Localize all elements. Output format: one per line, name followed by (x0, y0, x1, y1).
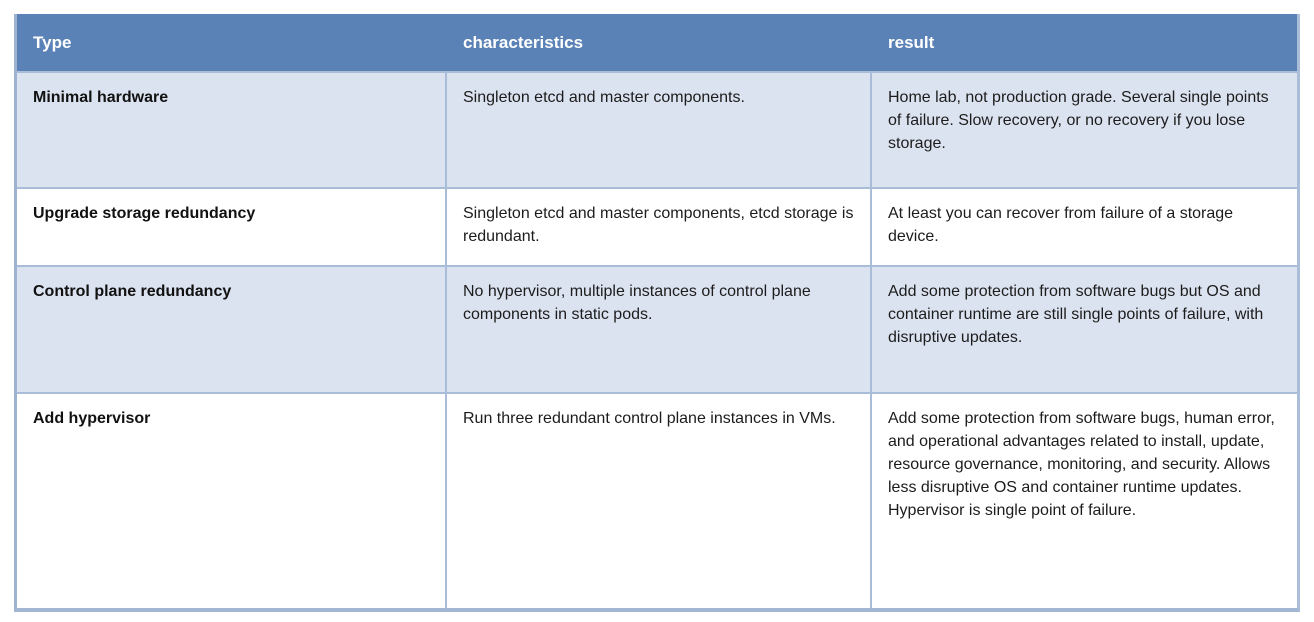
cell-type: Minimal hardware (17, 73, 447, 187)
cell-result: At least you can recover from failure of a storage device. (872, 189, 1297, 265)
header-cell-characteristics: characteristics (463, 32, 584, 52)
cell-characteristics: Singleton etcd and master components, etcd storage is redundant. (447, 189, 872, 265)
cell-result: Home lab, not production grade. Several single points of failure. Slow recovery, or no recovery if you lose storage. (872, 73, 1297, 187)
header-cell-result: result (888, 32, 935, 52)
cell-characteristics: No hypervisor, multiple instances of control plane components in static pods. (447, 267, 872, 392)
cell-result: Add some protection from software bugs, human error, and operational advantages related to install, update, resource governance, monitoring, and security. Allows less disruptive OS and container runtime updates. Hypervisor is single point of failure. (872, 394, 1297, 608)
table-row (17, 187, 1297, 265)
cell-result: Add some protection from software bugs but OS and container runtime are still single points of failure, with disruptive updates. (872, 267, 1297, 392)
header-cell-type: Type (33, 32, 72, 52)
cell-type: Control plane redundancy (17, 267, 447, 392)
table-row (17, 71, 1297, 187)
table-row (17, 392, 1297, 608)
cell-characteristics: Run three redundant control plane instances in VMs. (447, 394, 872, 608)
table-row (17, 265, 1297, 392)
cell-characteristics: Singleton etcd and master components. (447, 73, 872, 187)
cell-type: Upgrade storage redundancy (17, 189, 447, 265)
cell-type: Add hypervisor (17, 394, 447, 608)
cluster-types-table (14, 14, 1300, 612)
table-header-row (17, 14, 1297, 71)
